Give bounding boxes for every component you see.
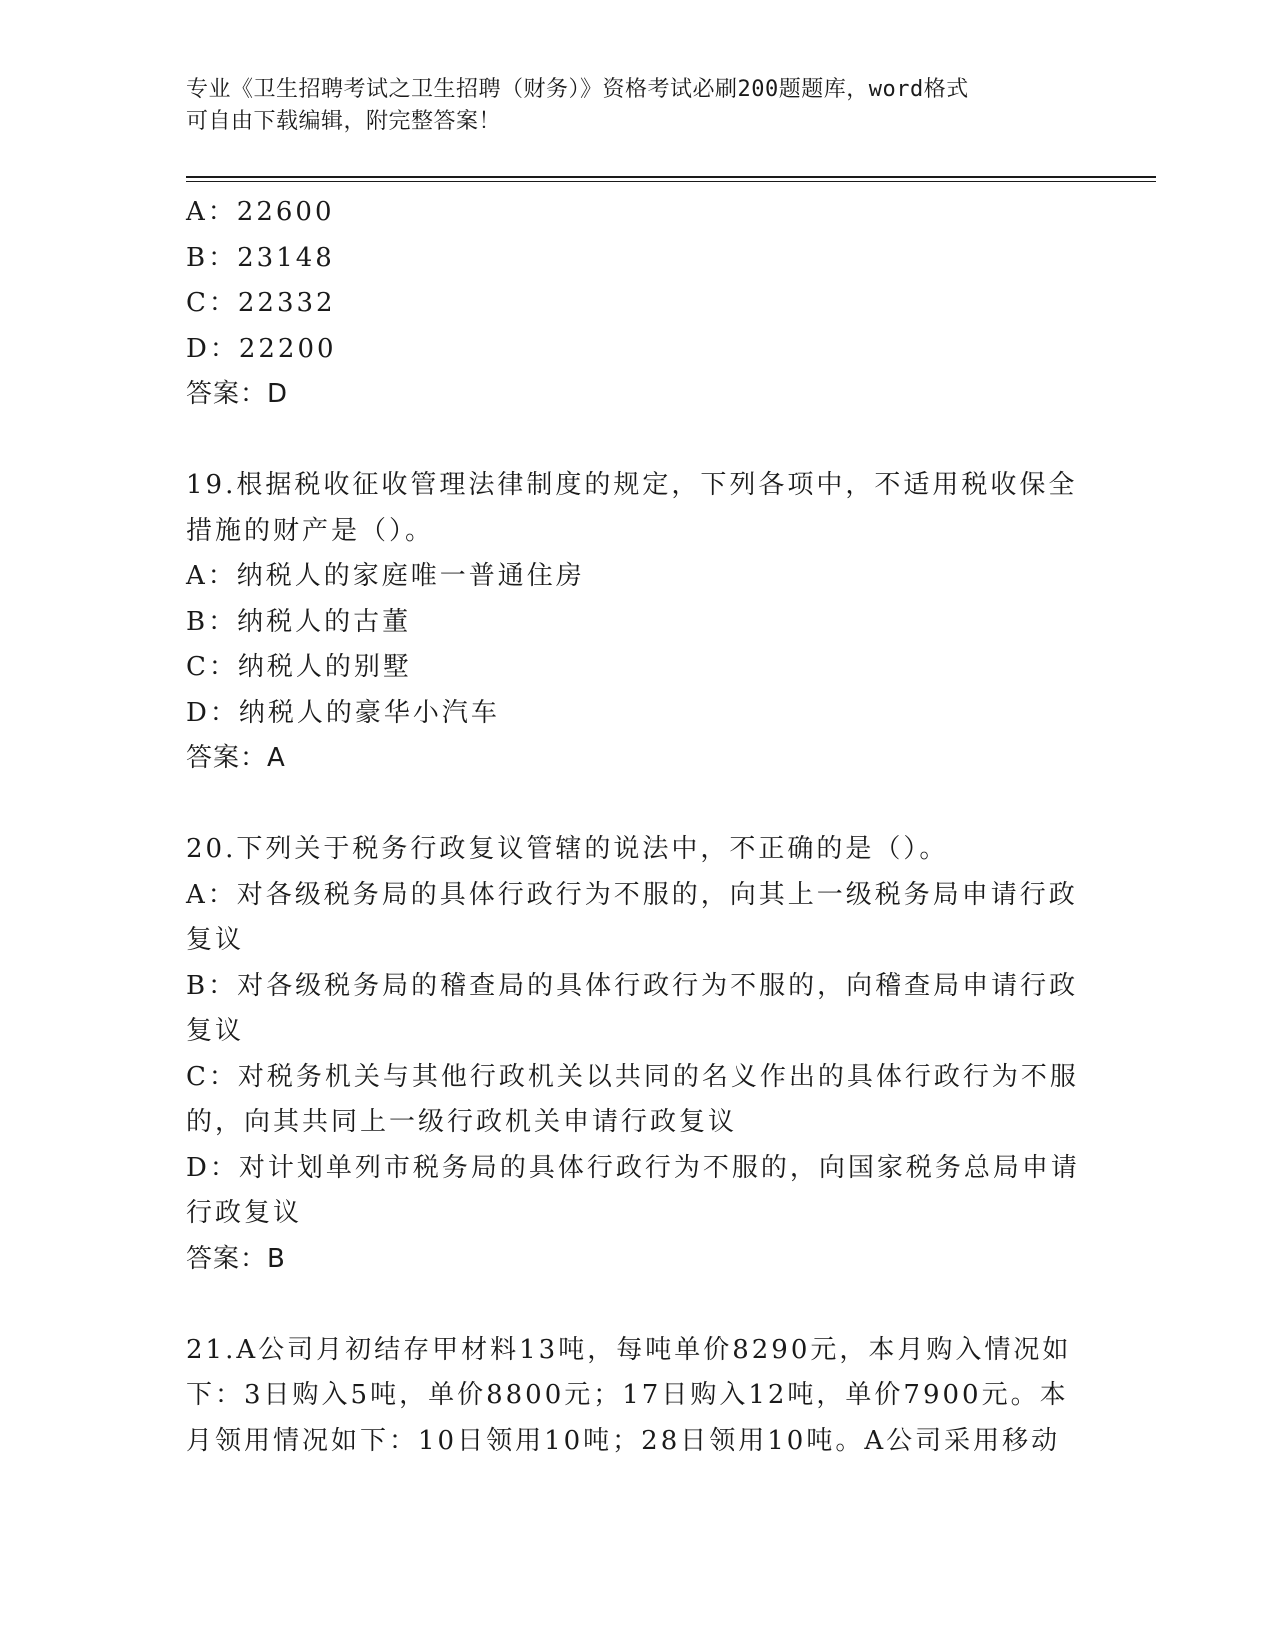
option-a: A：22600	[186, 197, 335, 227]
option-a-line: A：对各级税务局的具体行政行为不服的，向其上一级税务局申请行政	[186, 879, 1078, 910]
question-text-line: 下：3日购入5吨，单价8800元；17日购入12吨，单价7900元。本	[186, 1380, 1069, 1410]
answer: 答案：D	[186, 379, 289, 409]
question-18-block	[186, 190, 1066, 418]
option-c: C：22332	[186, 288, 336, 318]
question-text-line: 19.根据税收征收管理法律制度的规定，下列各项中，不适用税收保全	[186, 470, 1078, 500]
header-line-2: 可自由下载编辑，附完整答案！	[186, 109, 502, 134]
question-text-line: 月领用情况如下：10日领用10吨；28日领用10吨。A公司采用移动	[186, 1425, 1061, 1456]
option-b: B：23148	[186, 242, 335, 273]
option-d: D：纳税人的豪华小汽车	[186, 697, 500, 728]
option-a-line: 复议	[186, 925, 245, 955]
question-text-line: 20.下列关于税务行政复议管辖的说法中，不正确的是（）。	[186, 834, 949, 864]
option-a: A：纳税人的家庭唯一普通住房	[186, 561, 585, 591]
option-b: B：纳税人的古董	[186, 606, 412, 637]
question-text-line: 措施的财产是（）。	[186, 515, 435, 546]
option-b-line: 复议	[186, 1016, 245, 1046]
header-rule-thin	[186, 181, 1156, 182]
answer: 答案：B	[186, 1243, 286, 1274]
spacer	[186, 782, 1066, 828]
header-line-1: 专业《卫生招聘考试之卫生招聘（财务）》资格考试必刷200题题库，word格式	[186, 77, 969, 102]
option-d-line: D：对计划单列市税务局的具体行政行为不服的，向国家税务总局申请	[186, 1152, 1080, 1183]
option-c-line: 的，向其共同上一级行政机关申请行政复议	[186, 1107, 738, 1137]
header-rule-thick	[186, 176, 1156, 178]
option-c: C：纳税人的别墅	[186, 652, 412, 682]
option-b-line: B：对各级税务局的稽查局的具体行政行为不服的，向稽查局申请行政	[186, 970, 1079, 1001]
answer: 答案：A	[186, 743, 286, 773]
option-d: D：22200	[186, 333, 337, 364]
question-text-line: 21.A公司月初结存甲材料13吨，每吨单价8290元，本月购入情况如	[186, 1334, 1072, 1365]
spacer	[186, 418, 1066, 464]
question-20-block	[186, 827, 1080, 1282]
option-c-line: C：对税务机关与其他行政机关以共同的名义作出的具体行政行为不服	[186, 1061, 1079, 1092]
document-body	[186, 190, 1080, 1464]
spacer	[186, 1282, 1066, 1328]
document-header	[186, 74, 1066, 138]
option-d-line: 行政复议	[186, 1198, 303, 1228]
question-19-block	[186, 463, 1078, 782]
question-21-block	[186, 1328, 1072, 1465]
